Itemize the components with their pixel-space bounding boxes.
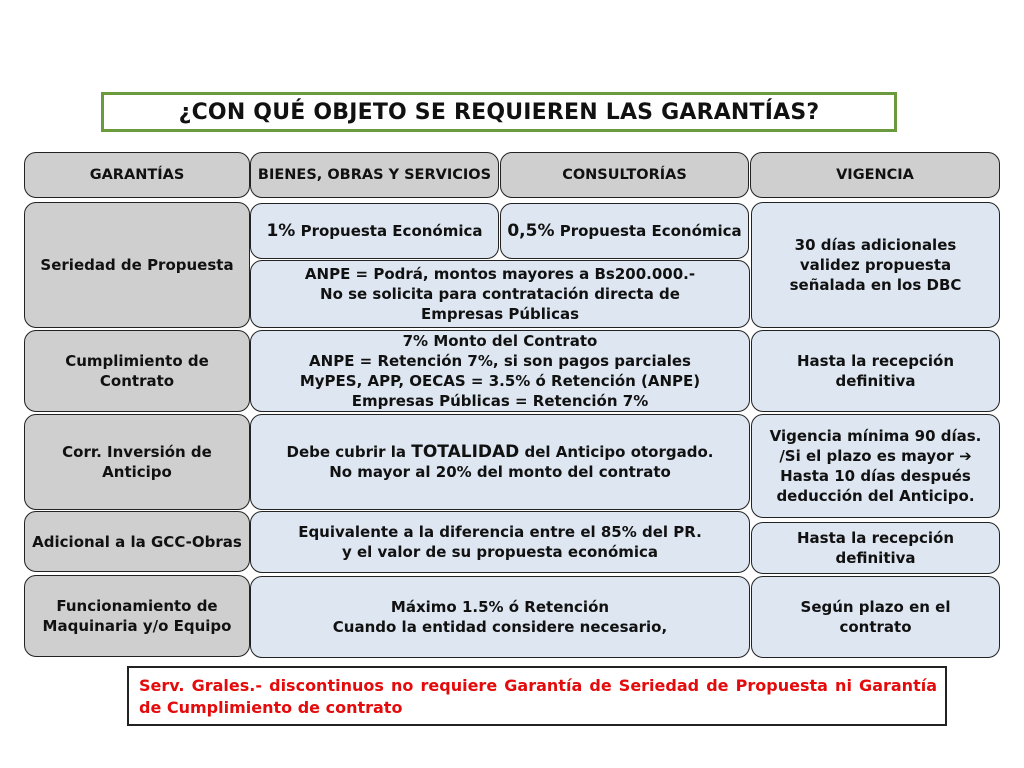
header-garantias: GARANTÍAS — [24, 152, 250, 198]
inversion-cell — [250, 414, 750, 510]
inversion-text-emph: TOTALIDAD — [411, 442, 520, 462]
seriedad-bienes-cell — [250, 203, 499, 259]
header-consultorias: CONSULTORÍAS — [500, 152, 749, 198]
seriedad-anpe-line-1: ANPE = Podrá, montos mayores a Bs200.000.- — [304, 265, 696, 283]
seriedad-anpe-line-3: Empresas Públicas — [420, 305, 580, 323]
header-bienes-obras-servicios: BIENES, OBRAS Y SERVICIOS — [250, 152, 499, 198]
funcionamiento-line-2: Cuando la entidad considere necesario, — [332, 618, 668, 636]
header-vigencia: VIGENCIA — [750, 152, 1000, 198]
inversion-vigencia: Vigencia mínima 90 días. /Si el plazo es mayor ➔ Hasta 10 días después deducción del Anticipo. — [751, 414, 1000, 518]
row-label-inversion: Corr. Inversión de Anticipo — [24, 414, 250, 510]
seriedad-consult-text: Propuesta Económica — [559, 222, 742, 240]
row-label-adicional: Adicional a la GCC-Obras — [24, 511, 250, 572]
row-label-seriedad: Seriedad de Propuesta — [24, 202, 250, 328]
adicional-cell — [250, 511, 750, 573]
funcionamiento-vigencia: Según plazo en el contrato — [751, 576, 1000, 658]
seriedad-anpe-line-2: No se solicita para contratación directa de — [320, 285, 680, 303]
seriedad-vigencia: 30 días adicionales validez propuesta señalada en los DBC — [751, 202, 1000, 328]
adicional-vigencia: Hasta la recepción definitiva — [751, 522, 1000, 574]
funcionamiento-cell — [250, 576, 750, 658]
seriedad-consultorias-cell — [500, 203, 749, 259]
cumplimiento-line-1: 7% Monto del Contrato — [402, 332, 598, 350]
inversion-text-post: del Anticipo otorgado. — [524, 443, 714, 461]
cumplimiento-line-3: MyPES, APP, OECAS = 3.5% ó Retención (ANPE) — [299, 372, 701, 390]
seriedad-bienes-pct: 1% — [266, 221, 296, 241]
seriedad-consult-pct: 0,5% — [507, 221, 555, 241]
cumplimiento-line-4: Empresas Públicas = Retención 7% — [351, 392, 649, 410]
inversion-text-1 — [287, 442, 714, 462]
page-title: ¿CON QUÉ OBJETO SE REQUIEREN LAS GARANTÍAS? — [101, 92, 897, 132]
cumplimiento-vigencia: Hasta la recepción definitiva — [751, 330, 1000, 412]
footnote: Serv. Grales.- discontinuos no requiere Garantía de Seriedad de Propuesta ni Garantía de Cumplimiento de contrato — [127, 666, 947, 726]
inversion-line-2: No mayor al 20% del monto del contrato — [329, 463, 671, 481]
inversion-text-pre: Debe cubrir la — [286, 443, 407, 461]
row-label-cumplimiento: Cumplimiento de Contrato — [24, 330, 250, 412]
seriedad-anpe-cell — [250, 260, 750, 328]
seriedad-bienes-text: Propuesta Económica — [300, 222, 483, 240]
adicional-line-2: y el valor de su propuesta económica — [341, 543, 659, 561]
adicional-line-1: Equivalente a la diferencia entre el 85% del PR. — [298, 523, 702, 541]
row-label-funcionamiento: Funcionamiento de Maquinaria y/o Equipo — [24, 575, 250, 657]
cumplimiento-cell — [250, 330, 750, 412]
cumplimiento-line-2: ANPE = Retención 7%, si son pagos parciales — [309, 352, 691, 370]
funcionamiento-line-1: Máximo 1.5% ó Retención — [390, 598, 610, 616]
